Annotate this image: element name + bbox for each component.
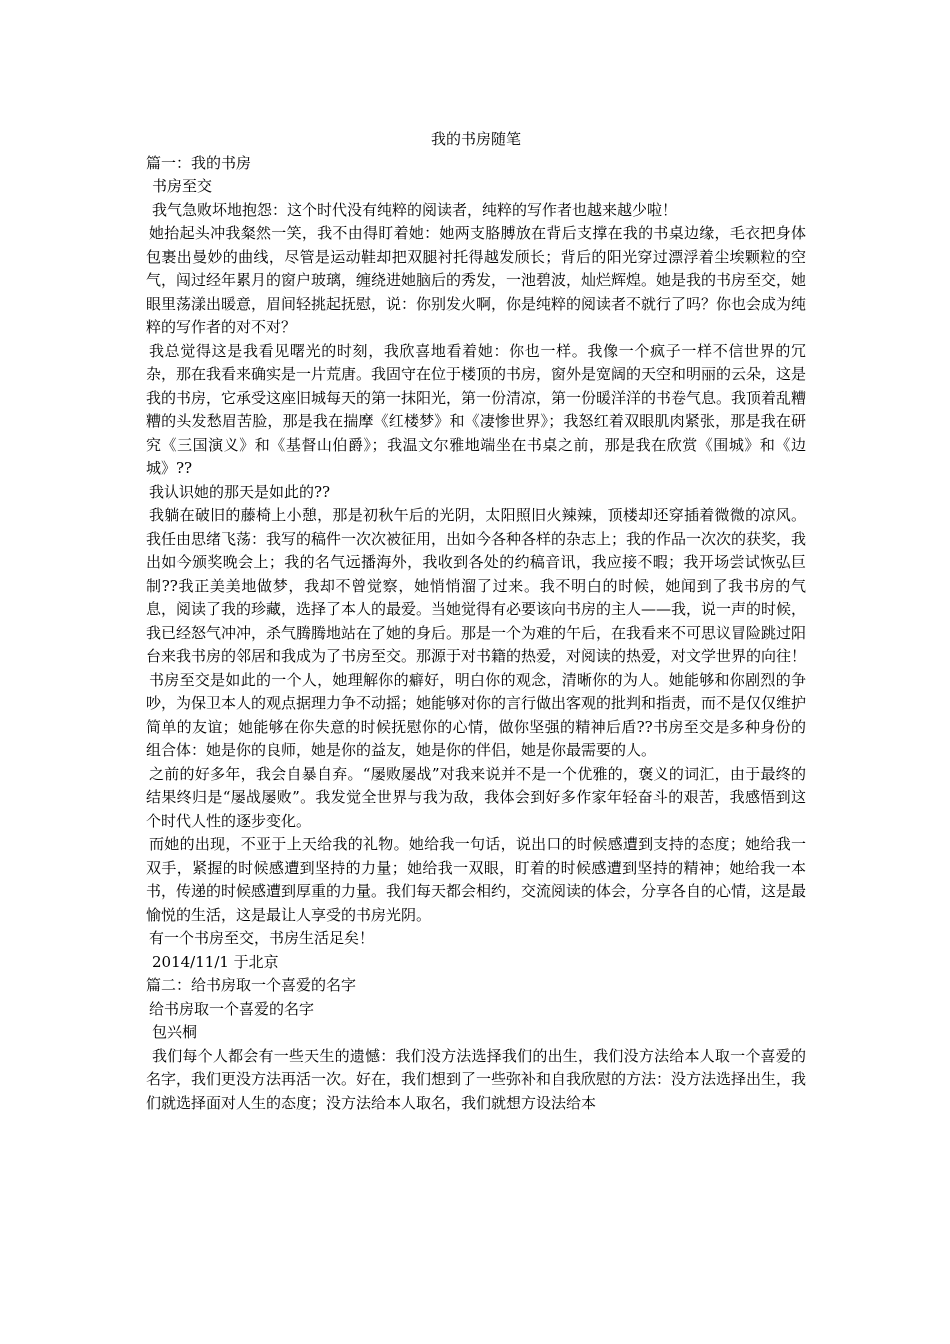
paragraph: 我们每个人都会有一些天生的遗憾：我们没方法选择我们的出生，我们没方法给本人取一个喜爱的名字，我们更没方法再活一次。好在，我们想到了一些弥补和自我欣慰的方法：没方法选择出生，我们就选择面对人生的态度；没方法给本人取名，我们就想方设法给本 (146, 1046, 807, 1112)
section-heading-2: 篇二：给书房取一个喜爱的名字 (146, 976, 357, 994)
author-name: 包兴桐 (152, 1023, 198, 1041)
paragraph: 而她的出现，不亚于上天给我的礼物。她给我一句话，说出口的时候感遭到支持的态度；她给我一双手，紧握的时候感遭到坚持的力量；她给我一双眼，盯着的时候感遭到坚持的精神；她给我一本书，传递的时候感遭到厚重的力量。我们每天都会相约，交流阅读的体会，分享各自的心情，这是最愉悦的生活，这是最让人享受的书房光阴。 (146, 835, 807, 924)
paragraph: 书房至交是如此的一个人，她理解你的癖好，明白你的观念，清晰你的为人。她能够和你剧烈的争吵，为保卫本人的观点据理力争不动摇；她能够对你的言行做出客观的批判和指责，而不是仅仅维护简单的友谊；她能够在你失意的时候抚慰你的心情，做你坚强的精神后盾??书房至交是多种身份的组合体：她是你的良师，她是你的益友，她是你的伴侣，她是你最需要的人。 (146, 670, 807, 759)
document-title: 我的书房随笔 (430, 130, 521, 148)
paragraph: 有一个书房至交，书房生活足矣！ (149, 929, 375, 947)
section-heading-1: 篇一：我的书房 (146, 153, 252, 172)
document-body (146, 128, 806, 1115)
paragraph: 之前的好多年，我会自暴自弃。“屡败屡战”对我来说并不是一个优雅的，褒义的词汇，由于最终的结果终归是“屡战屡败”。我发觉全世界与我为敌，我体会到好多作家年轻奋斗的艰苦，我感悟到这个时代人性的逐步变化。 (146, 764, 806, 830)
paragraph: 我总觉得这是我看见曙光的时刻，我欣喜地看着她：你也一样。我像一个疯子一样不信世界的冗杂，那在我看来确实是一片荒唐。我固守在位于楼顶的书房，窗外是宽阔的天空和明丽的云朵，这是我的书房，它承受这座旧城每天的第一抹阳光，第一份清凉，第一份暖洋洋的书卷气息。我顶着乱糟糟的头发愁眉苦脸，那是我在揣摩《红楼梦》和《凄惨世界》；我怒红着双眼肌肉紧张，那是我在研究《三国演义》和《基督山伯爵》；我温文尔雅地端坐在书桌之前，那是我在欣赏《围城》和《边城》?? (146, 341, 807, 477)
paragraph: 我躺在破旧的藤椅上小憩，那是初秋午后的光阴，太阳照旧火辣辣，顶楼却还穿插着微微的凉风。我任由思绪飞荡：我写的稿件一次次被征用，出如今各种各样的杂志上；我的作品一次次的获奖，我出如今颁奖晚会上；我的名气远播海外，我收到各处的约稿音讯，我应接不暇；我开场尝试恢弘巨制??我正美美地做梦，我却不曾觉察，她悄悄溜了过来。我不明白的时候，她闻到了我书房的气息，阅读了我的珍藏，选择了本人的最爱。当她觉得有必要该向书房的主人——我，说一声的时候，我已经怒气冲冲，杀气腾腾地站在了她的身后。那是一个为难的午后，在我看来不可思议冒险跳过阳台来我书房的邻居和我成为了书房至交。那源于对书籍的热爱，对阅读的热爱，对文学世界的向往！ (146, 506, 807, 665)
essay-title-1: 书房至交 (152, 177, 213, 195)
paragraph: 我气急败坏地抱怨：这个时代没有纯粹的阅读者，纯粹的写作者也越来越少啦！ (152, 200, 678, 219)
paragraph: 我认识她的那天是如此的?? (149, 482, 331, 501)
paragraph: 她抬起头冲我粲然一笑，我不由得盯着她：她两支胳膊放在背后支撑在我的书桌边缘，毛衣把身体包裹出曼妙的曲线，尽管是运动鞋却把双腿衬托得越发颀长；背后的阳光穿过漂浮着尘埃颗粒的空气，闯过经年累月的窗户玻璃，缠绕进她脑后的秀发，一池碧波，灿烂辉煌。她是我的书房至交，她眼里荡漾出暖意，眉间轻挑起抚慰，说：你别发火啊，你是纯粹的阅读者不就行了吗？你也会成为纯粹的写作者的对不对？ (146, 224, 807, 336)
date-line: 2014/11/1 于北京 (152, 952, 279, 971)
essay-title-2: 给书房取一个喜爱的名字 (149, 999, 315, 1018)
